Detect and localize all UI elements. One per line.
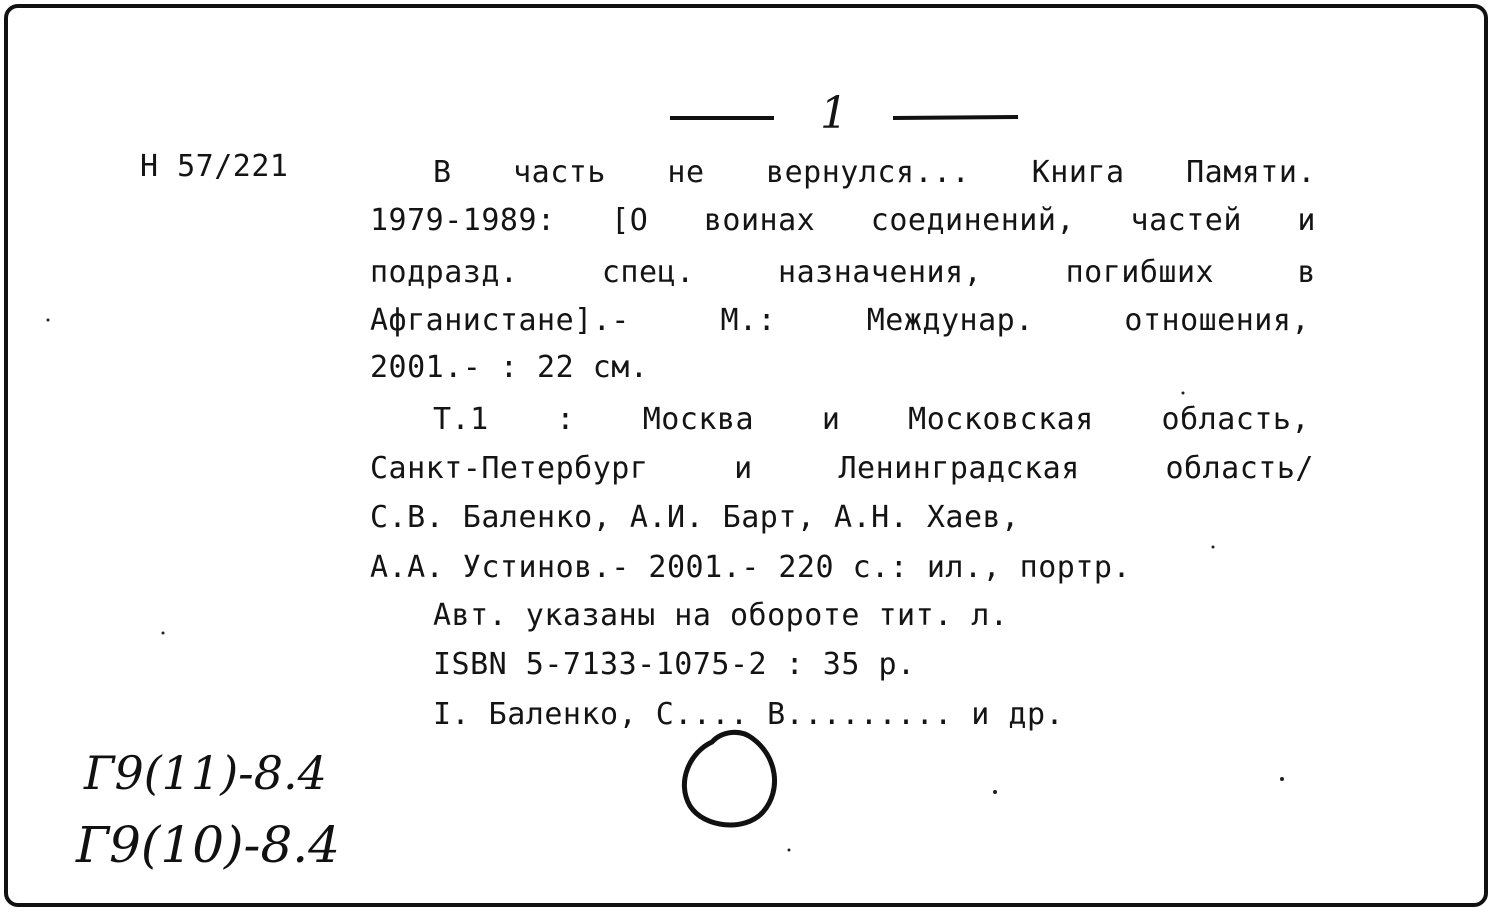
speck	[162, 632, 165, 635]
speck	[1182, 392, 1185, 395]
description-line-1: В часть не вернулся... Книга Памяти.	[433, 155, 1316, 190]
isbn-line: ISBN 5-7133-1075-2 : 35 р.	[433, 647, 916, 682]
volume-line-4: А.А. Устинов.- 2001.- 220 с.: ил., портр.	[370, 550, 1132, 585]
description-line-2: 1979-1989: [О воинах соединений, частей и	[370, 203, 1316, 238]
speck	[1280, 777, 1284, 781]
header-dash-right	[893, 117, 1018, 118]
speck	[1212, 546, 1215, 549]
volume-line-2: Санкт-Петербург и Ленинградская область/	[370, 451, 1314, 486]
volume-line-1: Т.1 : Москва и Московская область,	[433, 402, 1310, 437]
shelfmark: Н 57/221	[140, 149, 289, 184]
description-line-5: 2001.- : 22 см.	[370, 350, 649, 385]
description-line-3: подразд. спец. назначения, погибших в	[370, 255, 1316, 290]
speck	[993, 790, 997, 794]
volume-line-3: С.В. Баленко, А.И. Барт, А.Н. Хаев,	[370, 500, 1020, 535]
description-line-4: Афганистане].- М.: Междунар. отношения,	[370, 303, 1310, 338]
classification-index-1: Г9(11)-8.4	[84, 746, 327, 800]
classification-index-2: Г9(10)-8.4	[76, 816, 340, 874]
speck	[788, 849, 791, 852]
added-entry-line: I. Баленко, С.... В......... и др.	[433, 697, 1065, 732]
hole-circle	[684, 732, 774, 825]
note-line: Авт. указаны на обороте тит. л.	[433, 598, 1009, 633]
speck	[47, 319, 50, 322]
card-number: 1	[820, 88, 849, 139]
